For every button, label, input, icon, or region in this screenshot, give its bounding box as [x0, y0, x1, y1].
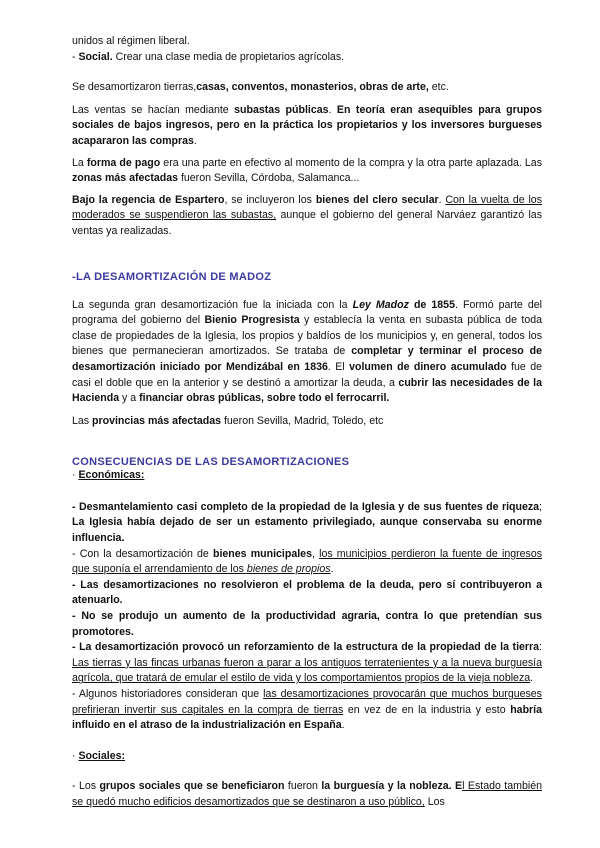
bold-span: - Las desamortizaciones no resolvieron el problema de la deuda, pero sí contribuyeron a atenuarlo.	[72, 578, 542, 607]
para-espartero	[72, 193, 542, 240]
bold-span: financiar obras públicas, sobre todo el ferrocarril.	[139, 392, 390, 405]
bold-span: - La desamortización provocó un reforzamiento de la estructura de la propiedad de la tierra	[72, 641, 540, 654]
text-span: - Con la desamortización de	[72, 547, 213, 560]
bold-span: cubrir las necesidades de la Hacienda	[72, 376, 542, 405]
para-desamortizaron	[72, 80, 542, 96]
text-span: , se incluyeron los	[224, 193, 316, 206]
bold-span: provincias más afectadas	[92, 414, 221, 427]
text-span: ;	[539, 500, 542, 513]
consequence-municipales	[72, 547, 542, 578]
bold-span: completar y terminar el proceso de desamortización iniciado por Mendizábal en 1836	[72, 345, 543, 373]
text-span: .	[530, 672, 534, 685]
para-provincias	[72, 414, 542, 430]
text-span: .	[438, 193, 446, 206]
bold-span: zonas más afectadas	[72, 172, 178, 185]
bold-span: habría influido en el atraso de la industrialización en España	[72, 703, 542, 732]
text-span: - Algunos historiadores consideran que	[72, 688, 264, 700]
text-span: Los	[424, 795, 445, 808]
consequence-productividad	[72, 609, 542, 640]
bold-span: de 1855	[408, 298, 455, 311]
intro-line-2	[72, 50, 542, 66]
bold-underlined-span: Sociales:	[78, 749, 126, 762]
consequence-historiadores	[72, 687, 542, 734]
text-span: etc.	[428, 81, 449, 94]
text-span: ,	[311, 547, 320, 560]
text-span: y establecía la venta en subasta pública de toda clase de propiedades de la Iglesia, los propios y baldíos de los municipios y, en general, todos los bienes que permanecieran amortizados. Se trataba de	[72, 314, 543, 358]
text-span: unidos al régimen liberal.	[72, 35, 190, 47]
text-span: aunque el gobierno del general Narváez garantizó las ventas ya realizadas.	[72, 209, 542, 237]
consequence-iglesia	[72, 500, 542, 547]
text-span: ·	[72, 469, 79, 482]
bold-span: la burguesía y la nobleza.	[321, 780, 452, 793]
subheading-economicas	[72, 468, 542, 484]
text-span: y a	[119, 392, 140, 405]
bold-span: - No se produjo un aumento de la productividad agraria, contra lo que pretendían sus promotores.	[72, 610, 542, 638]
bold-span: volumen de dinero acumulado	[349, 360, 507, 373]
bold-span: Bienio Progresista	[204, 314, 300, 327]
text-span: fueron Sevilla, Córdoba, Salamanca...	[178, 172, 360, 185]
text-span: en vez de en la industria y esto	[343, 703, 511, 716]
bold-span: forma de pago	[86, 156, 161, 169]
bold-span: Bajo la regencia de Espartero	[72, 193, 225, 206]
text-span: . El	[327, 360, 350, 373]
bold-span: E	[451, 780, 463, 793]
para-ley-madoz	[72, 298, 542, 407]
underlined-span: las desamortizaciones provocarán que muchos burgueses prefirieran invertir sus capitales en la compra de tierras	[72, 688, 542, 716]
bold-underlined-span: Económicas:	[78, 469, 145, 482]
heading-madoz: -LA DESAMORTIZACIÓN DE MADOZ	[72, 270, 272, 283]
social-beneficiaron	[72, 779, 542, 810]
text-span: -	[72, 50, 79, 63]
text-span: Las ventas se hacían mediante	[72, 103, 235, 116]
para-forma-pago	[72, 156, 542, 187]
underlined-span: los municipios perdieron la fuente de ingresos que suponía el arrendamiento de los	[72, 547, 543, 576]
bold-span: La Iglesia había dejado de ser un estamento privilegiado, aunque conservaba su enorme influencia.	[72, 516, 542, 545]
text-span: - Los	[72, 780, 100, 793]
intro-line-1	[72, 34, 542, 50]
text-span: Crear una clase media de propietarios agrícolas.	[112, 50, 345, 63]
bold-span: bienes municipales	[213, 547, 312, 560]
bold-span: bienes del clero secular	[315, 193, 439, 206]
document-page	[72, 34, 542, 811]
subheading-sociales	[72, 749, 542, 765]
bold-italic-span: Ley Madoz	[352, 298, 409, 311]
consequence-deuda	[72, 578, 542, 609]
text-span: .	[341, 719, 345, 732]
underlined-span: Con la vuelta de los moderados se suspendieron las subastas,	[72, 193, 542, 222]
para-ventas	[72, 103, 542, 150]
text-span: .	[330, 563, 334, 576]
bold-span: - Desmantelamiento casi completo de la propiedad de la Iglesia y de sus fuentes de riqueza	[72, 500, 540, 513]
text-span: :	[539, 641, 542, 654]
bold-span: casas, conventos, monasterios, obras de arte,	[196, 81, 429, 94]
text-span: La segunda gran desamortización fue la iniciada con la	[72, 298, 353, 311]
bold-span: grupos sociales que se beneficiaron	[99, 780, 285, 793]
heading-consecuencias: CONSECUENCIAS DE LAS DESAMORTIZACIONES	[72, 456, 350, 469]
text-span: .	[328, 103, 337, 116]
italic-underlined-span: bienes de propios	[246, 563, 331, 576]
text-span: fueron Sevilla, Madrid, Toledo, etc	[221, 414, 384, 427]
text-span: era una parte en efectivo al momento de la compra y la otra parte aplazada. Las	[160, 156, 542, 169]
text-span: . Formó parte del programa del gobierno del	[72, 298, 543, 327]
text-span: .	[193, 134, 197, 147]
text-span: Las	[72, 414, 93, 427]
bold-span: En teoría eran asequibles para grupos sociales de bajos ingresos, pero en la práctica los propietarios y los inversores burgueses acapararon las compras	[72, 103, 542, 147]
text-span: fue de casi el doble que en la anterior y se destinó a amortizar la deuda, a	[72, 360, 542, 389]
social-label: Social.	[78, 50, 113, 63]
underlined-span: l Estado también se quedó mucho edificios desamortizados que se destinaron a uso público,	[72, 780, 542, 808]
text-span: La	[72, 156, 87, 169]
underlined-span: Las tierras y las fincas urbanas fueron a parar a los antiguos terratenientes y a la nueva burguesía agrícola, que tratará de emular el estilo de vida y los comportamientos propios de la vieja nobleza	[72, 656, 542, 685]
bold-span: subastas públicas	[234, 103, 329, 116]
text-span: ·	[72, 749, 79, 762]
text-span: Se desamortizaron tierras,	[72, 81, 197, 94]
text-span: fueron	[284, 780, 322, 793]
consequence-propiedad-tierra	[72, 640, 542, 687]
